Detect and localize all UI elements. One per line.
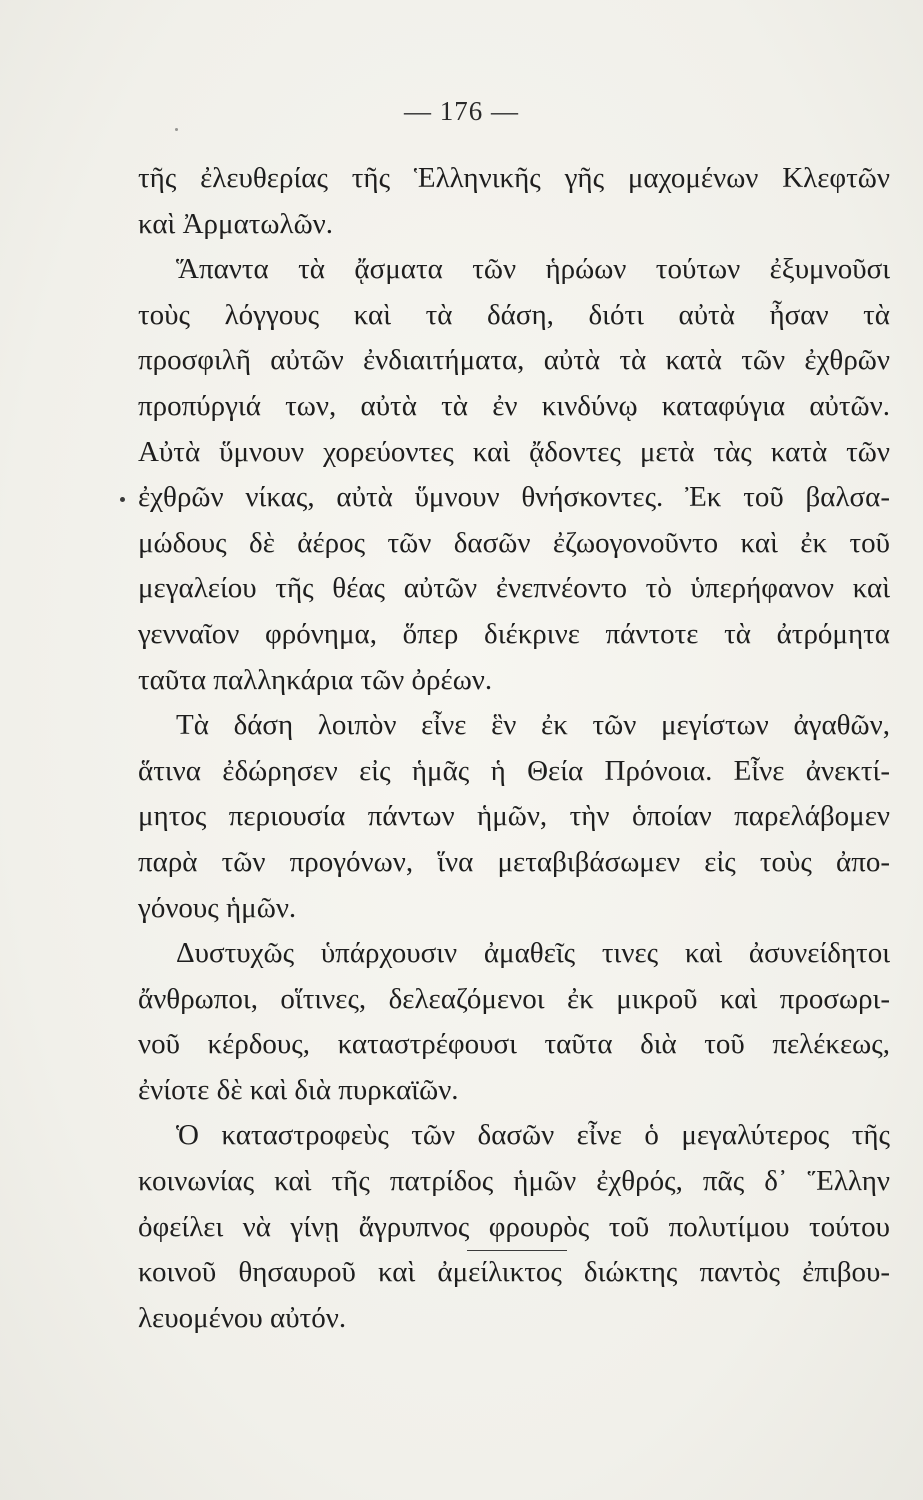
text-line: Δυστυχῶς ὑπάρχουσιν ἀμαθεῖς τινες καὶ ἀσυνείδητοι [176, 937, 890, 970]
text-line: Ὁ καταστροφεὺς τῶν δασῶν εἶνε ὁ μεγαλύτερος τῆς [176, 1119, 890, 1152]
text-line: Αὐτὰ ὕμνουν χορεύοντες καὶ ᾄδοντες μετὰ τὰς κατὰ τῶν [138, 435, 890, 468]
text-line: γόνους ἡμῶν. [138, 891, 297, 924]
text-line: ἐχθρῶν νίκας, αὐτὰ ὕμνουν θνήσκοντες. Ἐκ τοῦ βαλσα- [138, 481, 890, 514]
text-line: μητος περιουσία πάντων ἡμῶν, τὴν ὁποίαν παρελάβομεν [138, 800, 890, 833]
text-line: προσφιλῆ αὐτῶν ἐνδιαιτήματα, αὐτὰ τὰ κατὰ τῶν ἐχθρῶν [138, 344, 890, 377]
text-line: κοινωνίας καὶ τῆς πατρίδος ἡμῶν ἐχθρός, πᾶς δ᾽ Ἕλλην [138, 1165, 890, 1198]
print-speck [175, 128, 178, 131]
text-line: προπύργιά των, αὐτὰ τὰ ἐν κινδύνῳ καταφύγια αὐτῶν. [138, 389, 890, 422]
text-line: τῆς ἐλευθερίας τῆς Ἑλληνικῆς γῆς μαχομένων Κλεφτῶν [138, 162, 890, 194]
text-line: ὀφείλει νὰ γίνῃ ἄγρυπνος φρουρὸς τοῦ πολυτίμου τούτου [138, 1210, 890, 1243]
text-line: ταῦτα παλληκάρια τῶν ὀρέων. [138, 663, 493, 696]
body-text [138, 156, 890, 1341]
text-line: τοὺς λόγγους καὶ τὰ δάση, διότι αὐτὰ ἦσαν τὰ [138, 298, 890, 331]
text-line: νοῦ κέρδους, καταστρέφουσι ταῦτα διὰ τοῦ πελέκεως, [138, 1028, 890, 1061]
text-line: κοινοῦ θησαυροῦ καὶ ἀμείλικτος διώκτης παντὸς ἐπιβου- [138, 1256, 890, 1289]
text-line: λευομένου αὐτόν. [138, 1301, 347, 1334]
page-number: — 176 — [404, 96, 519, 126]
text-line: ἄνθρωποι, οἵτινες, δελεαζόμενοι ἐκ μικροῦ καὶ προσωρι- [138, 982, 890, 1015]
text-line: γενναῖον φρόνημα, ὅπερ διέκρινε πάντοτε τὰ ἀτρόμητα [138, 617, 890, 650]
text-line: μεγαλείου τῆς θέας αὐτῶν ἐνεπνέοντο τὸ ὑπερήφανον καὶ [138, 572, 890, 605]
text-line: ἅτινα ἐδώρησεν εἰς ἡμᾶς ἡ Θεία Πρόνοια. Εἶνε ἀνεκτί- [138, 754, 890, 787]
text-line: Τὰ δάση λοιπὸν εἶνε ἓν ἐκ τῶν μεγίστων ἀγαθῶν, [176, 709, 890, 742]
print-speck [120, 497, 125, 502]
text-line: παρὰ τῶν προγόνων, ἵνα μεταβιβάσωμεν εἰς τοὺς ἀπο- [138, 845, 890, 878]
section-divider-rule [467, 1250, 567, 1251]
text-line: καὶ Ἀρματωλῶν. [138, 207, 334, 240]
text-line: Ἅπαντα τὰ ᾄσματα τῶν ἡρώων τούτων ἐξυμνοῦσι [176, 253, 890, 286]
text-line: μώδους δὲ ἀέρος τῶν δασῶν ἐζωογονοῦντο καὶ ἐκ τοῦ [138, 526, 890, 559]
text-line: ἐνίοτε δὲ καὶ διὰ πυρκαϊῶν. [138, 1073, 459, 1106]
